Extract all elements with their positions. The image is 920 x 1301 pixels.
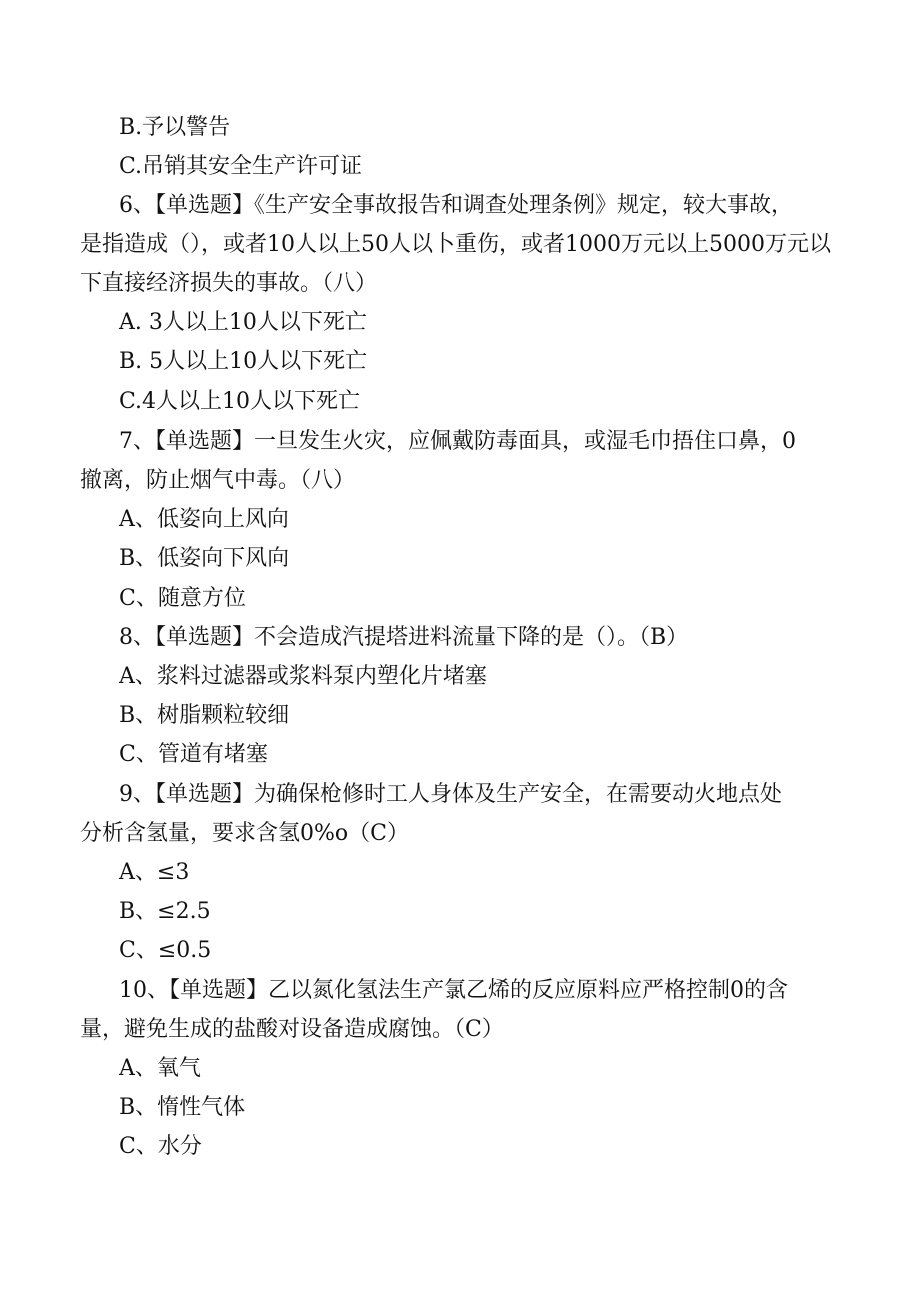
option-line: C.4人以上10人以下死亡 — [119, 389, 361, 414]
option-line: B. 5人以上10人以下死亡 — [119, 349, 368, 374]
option-line: A. 3人以上10人以下死亡 — [119, 310, 367, 335]
option-line: C、≤0.5 — [119, 938, 212, 963]
question-continuation: 撤离，防止烟气中毒。（八） — [80, 468, 356, 493]
question-continuation: 下直接经济损失的事故。（八） — [80, 271, 378, 296]
question-line: 7、【单选题】一旦发生火灾，应佩戴防毒面具，或湿毛巾捂住口鼻，0 — [119, 429, 796, 454]
option-line: B、树脂颗粒较细 — [119, 703, 290, 728]
question-continuation: 量，避免生成的盐酸对设备造成腐蚀。（C） — [80, 1017, 504, 1042]
option-line: A、浆料过滤器或浆料泵内塑化片堵塞 — [119, 664, 487, 689]
option-line: B.予以警告 — [119, 115, 231, 140]
question-line: 8、【单选题】不会造成汽提塔进料流量下降的是（）。（B） — [119, 625, 689, 650]
option-line: A、低姿向上风向 — [119, 507, 289, 532]
option-line: A、≤3 — [119, 860, 190, 885]
option-line: C、随意方位 — [119, 586, 246, 611]
question-line: 10、【单选题】乙以氮化氢法生产氯乙烯的反应原料应严格控制0的含 — [119, 978, 788, 1003]
question-line: 9、【单选题】为确保枪修时工人身体及生产安全，在需要动火地点处 — [119, 782, 782, 807]
option-line: B、惰性气体 — [119, 1095, 246, 1120]
option-line: C、水分 — [119, 1134, 202, 1159]
option-line: A、氧气 — [119, 1056, 201, 1081]
question-continuation: 是指造成（），或者10人以上50人以卜重伤，或者1000万元以上5000万元以 — [80, 232, 831, 257]
option-line: B、≤2.5 — [119, 899, 211, 924]
question-continuation: 分析含氢量，要求含氢0%o（C） — [80, 821, 409, 846]
option-line: C、管道有堵塞 — [119, 742, 268, 767]
option-line: B、低姿向下风向 — [119, 546, 290, 571]
question-line: 6、【单选题】《生产安全事故报告和调查处理条例》规定，较大事故， — [119, 193, 793, 218]
option-line: C.吊销其安全生产许可证 — [119, 154, 363, 179]
